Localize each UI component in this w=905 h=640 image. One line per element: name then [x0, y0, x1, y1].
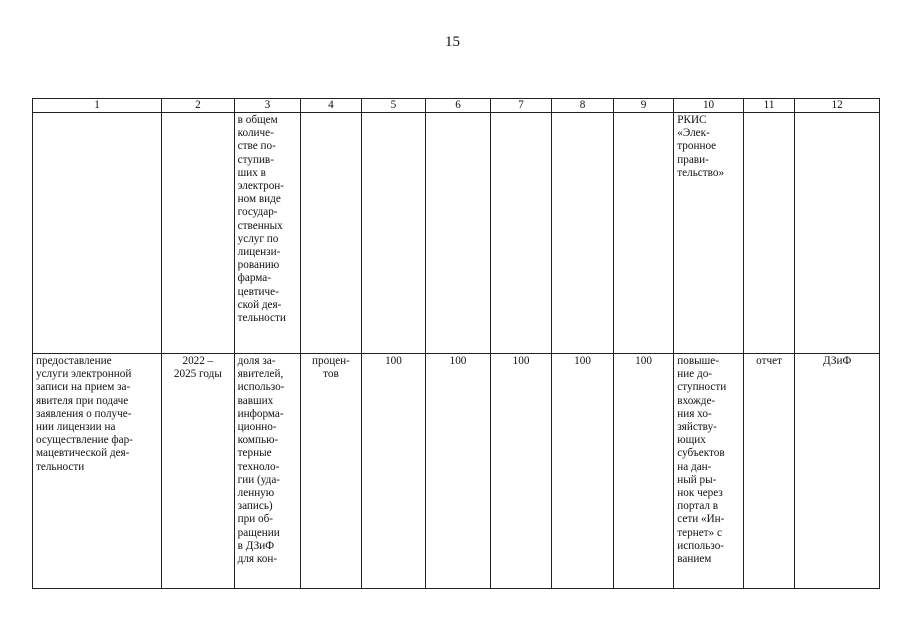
cell-period: 2022 – 2025 годы: [162, 354, 235, 589]
cell-result: повыше- ние до- ступности вхожде- ния хо- зяйству- ющих субъектов на дан- ный ры- нок через портал в сети «Ин- тернет» с использо- ванием: [674, 354, 744, 589]
cell-value-9: 100: [613, 354, 674, 589]
cell-value-6: [426, 113, 491, 354]
cell-indicator: в общем количе- стве по- ступив- ших в электрон- ном виде государ- ственных услуг по лицензи- рованию фарма- цевтиче- ской дея- тельности: [234, 113, 301, 354]
table-row: [33, 354, 880, 589]
cell-result: РКИС «Элек- тронное прави- тельство»: [674, 113, 744, 354]
cell-event: предоставление услуги электронной записи на прием за- явителя при подаче заявления о получе- нии лицензии на осуществление фар- мацевтической дея- тельности: [33, 354, 162, 589]
header-col-6: 6: [426, 99, 491, 113]
cell-value-8: 100: [552, 354, 614, 589]
cell-value-9: [613, 113, 674, 354]
page-number: 15: [445, 34, 460, 50]
cell-value-7: [490, 113, 552, 354]
cell-indicator: доля за- явителей, использо- вавших информа- ционно- компью- терные техноло- гии (уда- ленную запись) при об- ращении в ДЗиФ для кон-: [234, 354, 301, 589]
header-col-4: 4: [301, 99, 362, 113]
cell-value-7: 100: [490, 354, 552, 589]
cell-value-6: 100: [426, 354, 491, 589]
header-col-8: 8: [552, 99, 614, 113]
cell-event: [33, 113, 162, 354]
cell-form: [743, 113, 794, 354]
cell-form: отчет: [743, 354, 794, 589]
header-col-11: 11: [743, 99, 794, 113]
header-col-12: 12: [795, 99, 880, 113]
cell-responsible: [795, 113, 880, 354]
header-col-9: 9: [613, 99, 674, 113]
header-col-2: 2: [162, 99, 235, 113]
header-row: [33, 99, 880, 113]
cell-value-8: [552, 113, 614, 354]
cell-unit: процен- тов: [301, 354, 362, 589]
header-col-7: 7: [490, 99, 552, 113]
cell-unit: [301, 113, 362, 354]
header-col-3: 3: [234, 99, 301, 113]
plan-table: [32, 98, 880, 589]
cell-value-5: [361, 113, 426, 354]
table-row: [33, 113, 880, 354]
cell-value-5: 100: [361, 354, 426, 589]
cell-responsible: ДЗиФ: [795, 354, 880, 589]
header-col-10: 10: [674, 99, 744, 113]
header-col-5: 5: [361, 99, 426, 113]
cell-period: [162, 113, 235, 354]
header-col-1: 1: [33, 99, 162, 113]
